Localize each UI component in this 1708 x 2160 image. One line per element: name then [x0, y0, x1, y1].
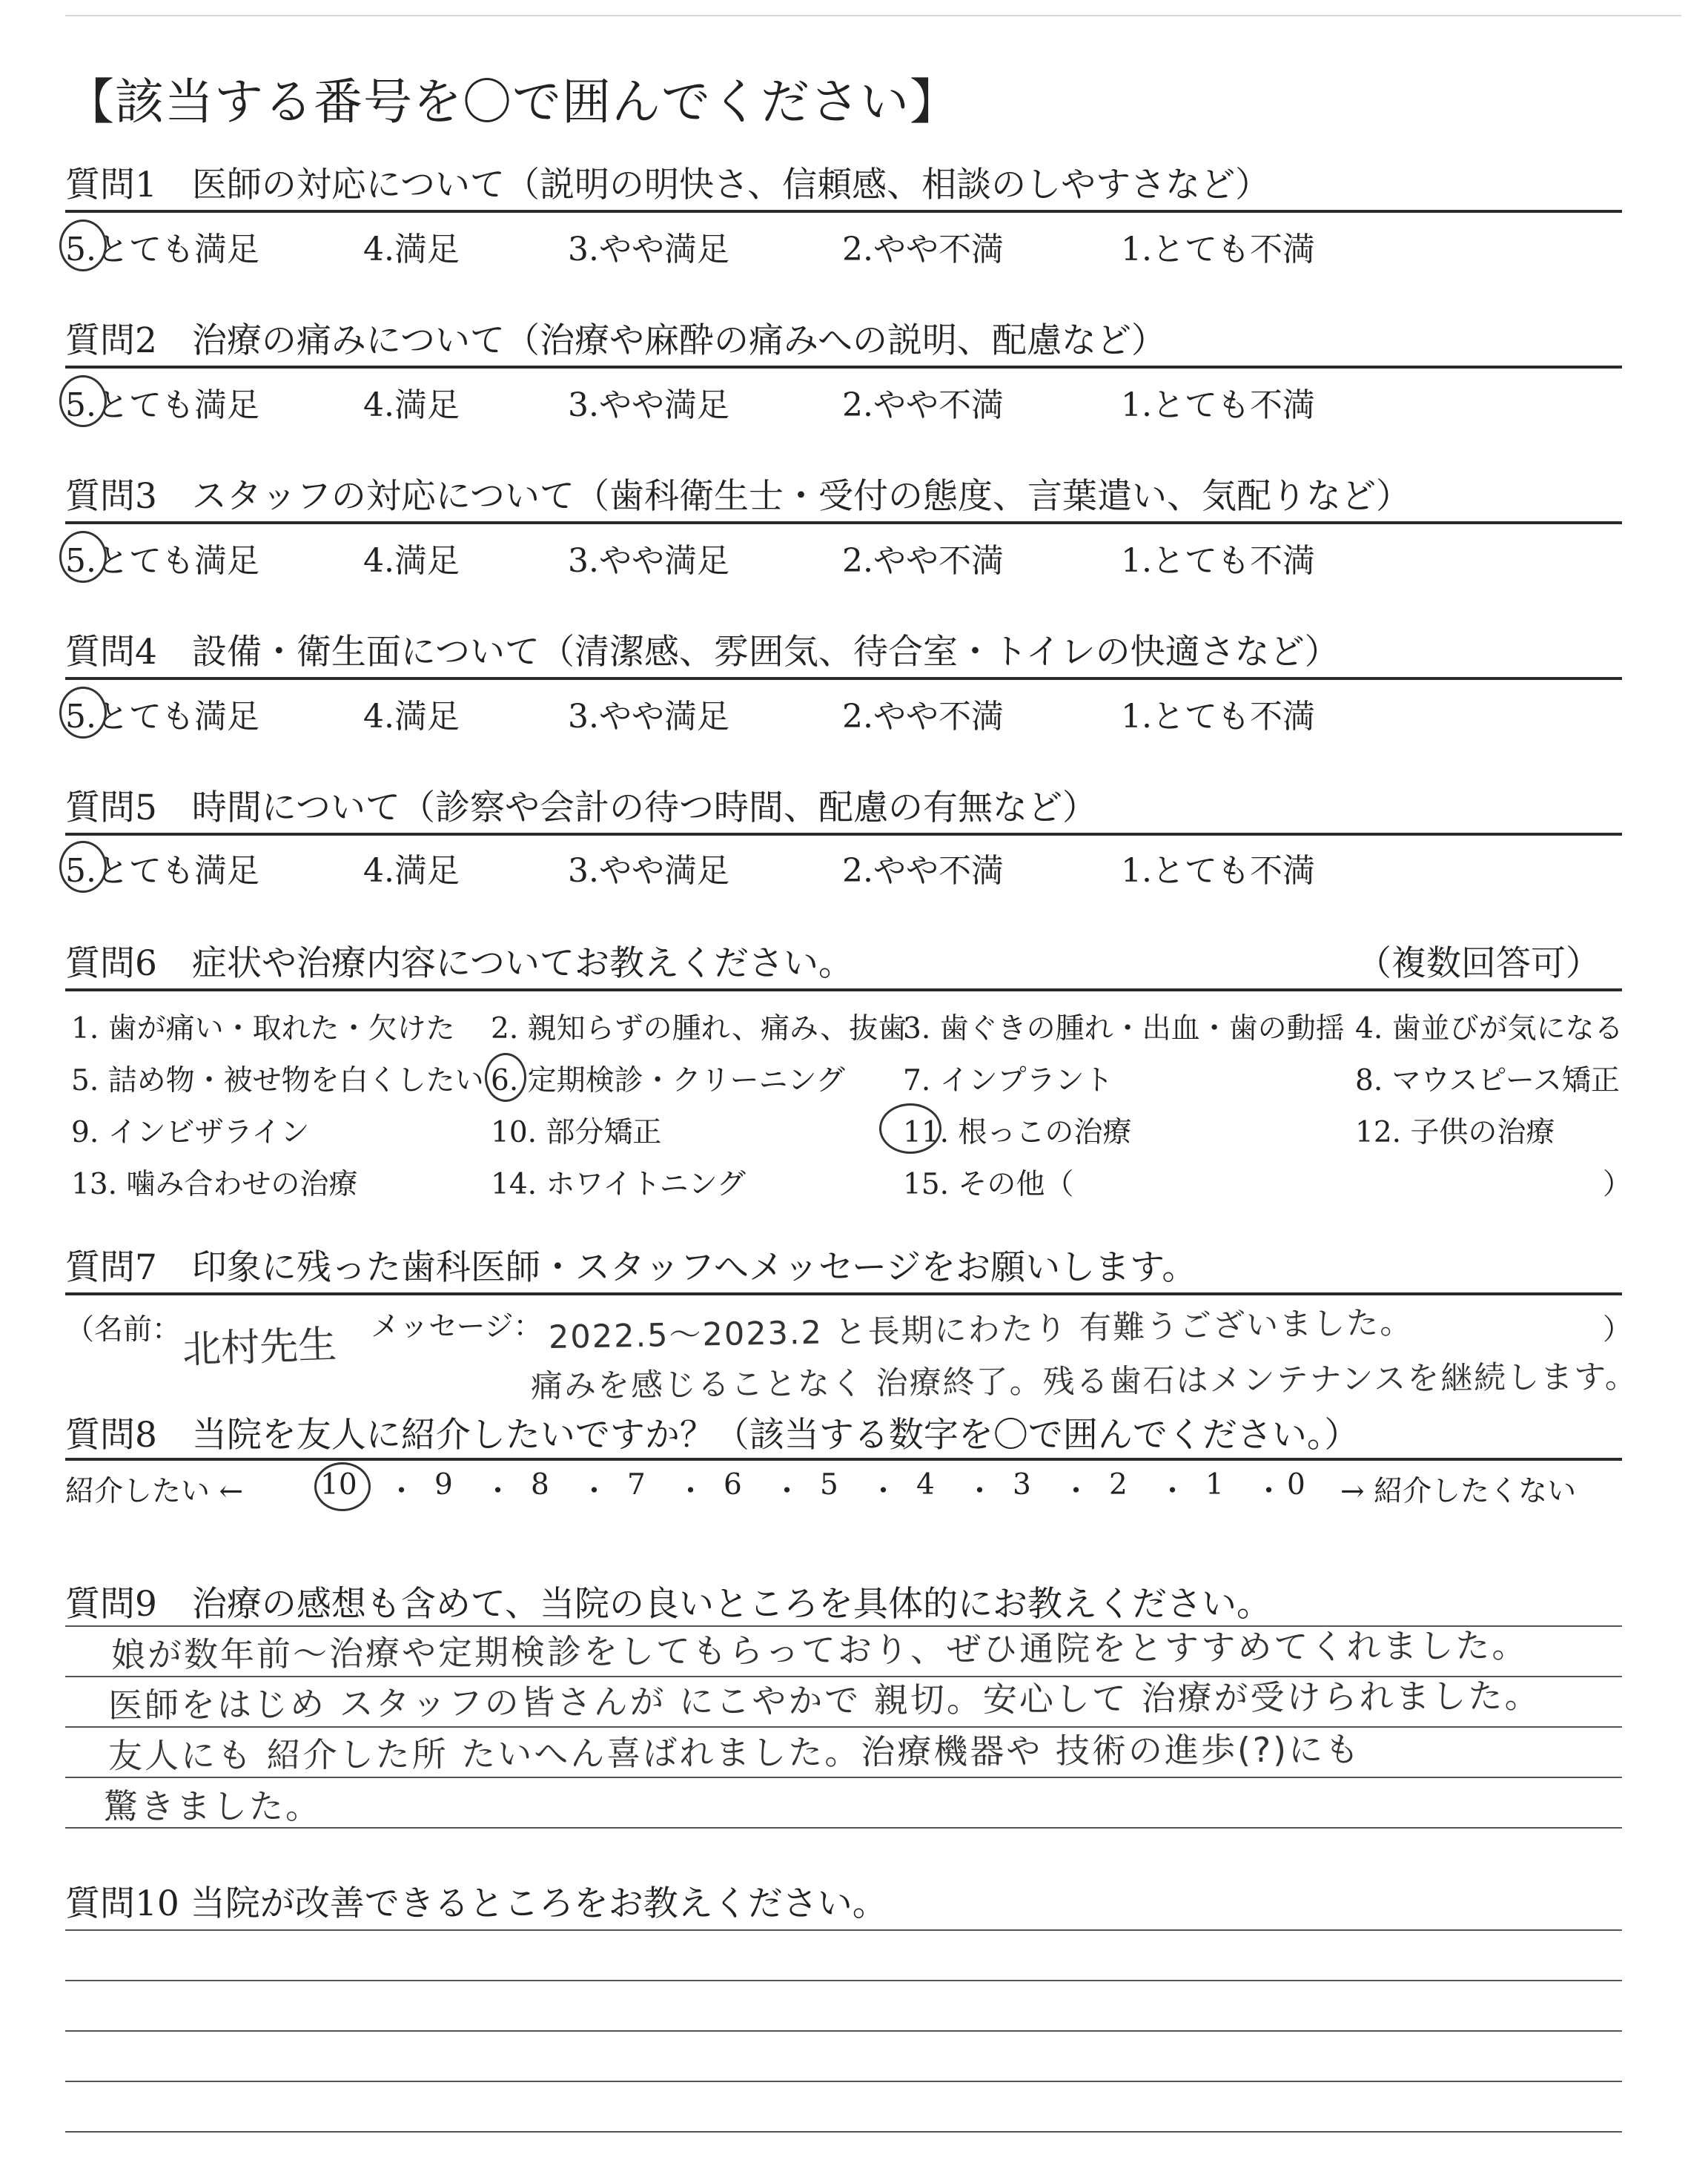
q5-selection-circle: [59, 841, 107, 893]
q6-item-3[interactable]: 3. 歯ぐきの腫れ・出血・歯の動揺: [903, 1012, 1345, 1046]
q6-item-15-close: ）: [1603, 1168, 1632, 1201]
q1-option-1[interactable]: 1.とても不満: [1121, 231, 1315, 268]
q8-scale-1[interactable]: 1: [1205, 1468, 1224, 1502]
q8-scale-dot: ・: [1254, 1475, 1284, 1508]
q5-option-2[interactable]: 2.やや不満: [842, 852, 1004, 890]
question-1-title: 質問1 医師の対応について（説明の明快さ、信頼感、相談のしやすさなど）: [65, 165, 1271, 205]
q8-scale-dot: ・: [869, 1475, 898, 1508]
page-heading: 【該当する番号を〇で囲んでください】: [65, 73, 959, 131]
q7-message-label: メッセージ：: [371, 1310, 543, 1344]
q6-item-10[interactable]: 10. 部分矯正: [491, 1116, 662, 1149]
q6-item-9[interactable]: 9. インビザライン: [71, 1116, 310, 1149]
q8-scale-dot: ・: [387, 1475, 417, 1508]
q7-close-paren: ）: [1603, 1313, 1632, 1347]
q8-scale-9[interactable]: 9: [434, 1468, 453, 1502]
q9-answer-line-1: 娘が数年前～治療や定期検診をしてもらっており、ぜひ通院をとすすめてくれました。: [110, 1625, 1529, 1675]
q3-option-2[interactable]: 2.やや不満: [842, 542, 1004, 580]
q6-item-5[interactable]: 5. 詰め物・被せ物を白くしたい: [71, 1064, 484, 1097]
q6-item-14[interactable]: 14. ホワイトニング: [491, 1168, 746, 1201]
question-4-title: 質問4 設備・衛生面について（清潔感、雰囲気、待合室・トイレの快適さなど）: [65, 632, 1340, 673]
q10-line-1: [65, 1929, 1622, 1931]
question-3-rule: [65, 521, 1622, 524]
question-9-title: 質問9 治療の感想も含めて、当院の良いところを具体的にお教えください。: [65, 1584, 1271, 1625]
q4-option-5[interactable]: 5.とても満足: [65, 698, 259, 736]
question-1-rule: [65, 210, 1622, 213]
q3-option-5[interactable]: 5.とても満足: [65, 542, 259, 580]
q7-name-value: 北村先生: [182, 1322, 338, 1373]
q8-scale-dot: ・: [676, 1475, 706, 1508]
question-6-rule: [65, 988, 1622, 991]
q1-option-4[interactable]: 4.満足: [363, 231, 460, 268]
q7-message-line-1: 2022.5～2023.2 と長期にわたり 有難うございました。: [548, 1304, 1414, 1356]
q2-option-5[interactable]: 5.とても満足: [65, 386, 259, 424]
question-6-note: （複数回答可）: [1357, 943, 1601, 984]
q4-option-3[interactable]: 3.やや満足: [568, 698, 729, 736]
q3-option-3[interactable]: 3.やや満足: [568, 542, 729, 580]
top-border: [65, 15, 1681, 16]
q1-selection-circle: [59, 219, 107, 271]
question-10-title: 質問10 当院が改善できるところをお教えください。: [65, 1883, 887, 1924]
question-6-title: 質問6 症状や治療内容についてお教えください。: [65, 943, 853, 984]
q5-option-5[interactable]: 5.とても満足: [65, 852, 259, 890]
q6-item-7[interactable]: 7. インプラント: [903, 1064, 1113, 1097]
q10-line-4: [65, 2081, 1622, 2082]
q6-item-4[interactable]: 4. 歯並びが気になる: [1355, 1012, 1623, 1046]
q4-option-4[interactable]: 4.満足: [363, 698, 460, 736]
q8-scale-dot: ・: [965, 1475, 995, 1508]
q9-answer-line-3: 友人にも 紹介した所 たいへん喜ばれました。治療機器や 技術の進歩(?)にも: [107, 1729, 1362, 1776]
q3-selection-circle: [59, 531, 107, 583]
q8-right-label: → 紹介したくない: [1340, 1475, 1577, 1508]
question-5-title: 質問5 時間について（診察や会計の待つ時間、配慮の有無など）: [65, 787, 1097, 828]
q5-option-4[interactable]: 4.満足: [363, 852, 460, 890]
q3-option-1[interactable]: 1.とても不満: [1121, 542, 1315, 580]
q6-item-6[interactable]: 6. 定期検診・クリーニング: [491, 1064, 845, 1097]
question-2-rule: [65, 366, 1622, 369]
q8-scale-3[interactable]: 3: [1013, 1468, 1031, 1502]
q8-scale-dot: ・: [1158, 1475, 1188, 1508]
question-4-rule: [65, 677, 1622, 680]
q8-scale-10[interactable]: 10: [320, 1468, 357, 1502]
q9-answer-line-2: 医師をはじめ スタッフの皆さんが にこやかで 親切。安心して 治療が受けられました。: [107, 1675, 1541, 1725]
q4-selection-circle: [59, 687, 107, 739]
q2-option-2[interactable]: 2.やや不満: [842, 386, 1004, 424]
q8-scale-dot: ・: [1062, 1475, 1091, 1508]
q4-option-2[interactable]: 2.やや不満: [842, 698, 1004, 736]
q1-option-2[interactable]: 2.やや不満: [842, 231, 1004, 268]
q7-message-line-2: 痛みを感じることなく 治療終了。残る歯石はメンテナンスを継続します。: [530, 1358, 1638, 1405]
q8-scale-6[interactable]: 6: [724, 1468, 742, 1502]
q8-scale-dot: ・: [772, 1475, 802, 1508]
q9-answer-line-4: 驚きました。: [104, 1786, 322, 1826]
question-7-rule: [65, 1292, 1622, 1295]
q8-scale-5[interactable]: 5: [820, 1468, 838, 1502]
q5-option-3[interactable]: 3.やや満足: [568, 852, 729, 890]
q8-scale-dot: ・: [483, 1475, 513, 1508]
q8-selection-circle: [314, 1462, 371, 1511]
q4-option-1[interactable]: 1.とても不満: [1121, 698, 1315, 736]
q6-item-8[interactable]: 8. マウスピース矯正: [1355, 1064, 1620, 1097]
question-8-rule: [65, 1458, 1622, 1461]
q2-option-1[interactable]: 1.とても不満: [1121, 386, 1315, 424]
q2-option-3[interactable]: 3.やや満足: [568, 386, 729, 424]
q8-scale-2[interactable]: 2: [1109, 1468, 1128, 1502]
q7-name-label: （名前：: [65, 1313, 182, 1347]
question-8-title: 質問8 当院を友人に紹介したいですか？（該当する数字を〇で囲んでください。）: [65, 1415, 1360, 1456]
q6-selection-circle-11: [879, 1103, 941, 1154]
q10-line-2: [65, 1980, 1622, 1981]
q1-option-5[interactable]: 5.とても満足: [65, 231, 259, 268]
q10-line-5: [65, 2131, 1622, 2133]
q6-item-2[interactable]: 2. 親知らずの腫れ、痛み、抜歯: [491, 1012, 907, 1046]
q5-option-1[interactable]: 1.とても不満: [1121, 852, 1315, 890]
question-2-title: 質問2 治療の痛みについて（治療や麻酔の痛みへの説明、配慮など）: [65, 320, 1167, 361]
q2-option-4[interactable]: 4.満足: [363, 386, 460, 424]
q6-selection-circle-6: [485, 1053, 526, 1102]
q1-option-3[interactable]: 3.やや満足: [568, 231, 729, 268]
q6-item-12[interactable]: 12. 子供の治療: [1355, 1116, 1555, 1149]
q6-item-1[interactable]: 1. 歯が痛い・取れた・欠けた: [71, 1012, 455, 1046]
q8-scale-0[interactable]: 0: [1287, 1468, 1305, 1502]
q6-item-11[interactable]: 11. 根っこの治療: [903, 1116, 1132, 1149]
q8-scale-7[interactable]: 7: [627, 1468, 646, 1502]
q8-scale-dot: ・: [580, 1475, 609, 1508]
q8-scale-4[interactable]: 4: [916, 1468, 935, 1502]
q6-item-13[interactable]: 13. 噛み合わせの治療: [71, 1168, 358, 1201]
q3-option-4[interactable]: 4.満足: [363, 542, 460, 580]
q2-selection-circle: [59, 375, 107, 427]
q8-left-label: 紹介したい ←: [65, 1475, 244, 1508]
question-7-title: 質問7 印象に残った歯科医師・スタッフへメッセージをお願いします。: [65, 1247, 1197, 1288]
q8-scale-8[interactable]: 8: [531, 1468, 549, 1502]
question-5-rule: [65, 833, 1622, 836]
question-3-title: 質問3 スタッフの対応について（歯科衛生士・受付の態度、言葉遣い、気配りなど）: [65, 476, 1411, 517]
q6-item-15[interactable]: 15. その他（: [903, 1168, 1074, 1201]
q10-line-3: [65, 2030, 1622, 2032]
